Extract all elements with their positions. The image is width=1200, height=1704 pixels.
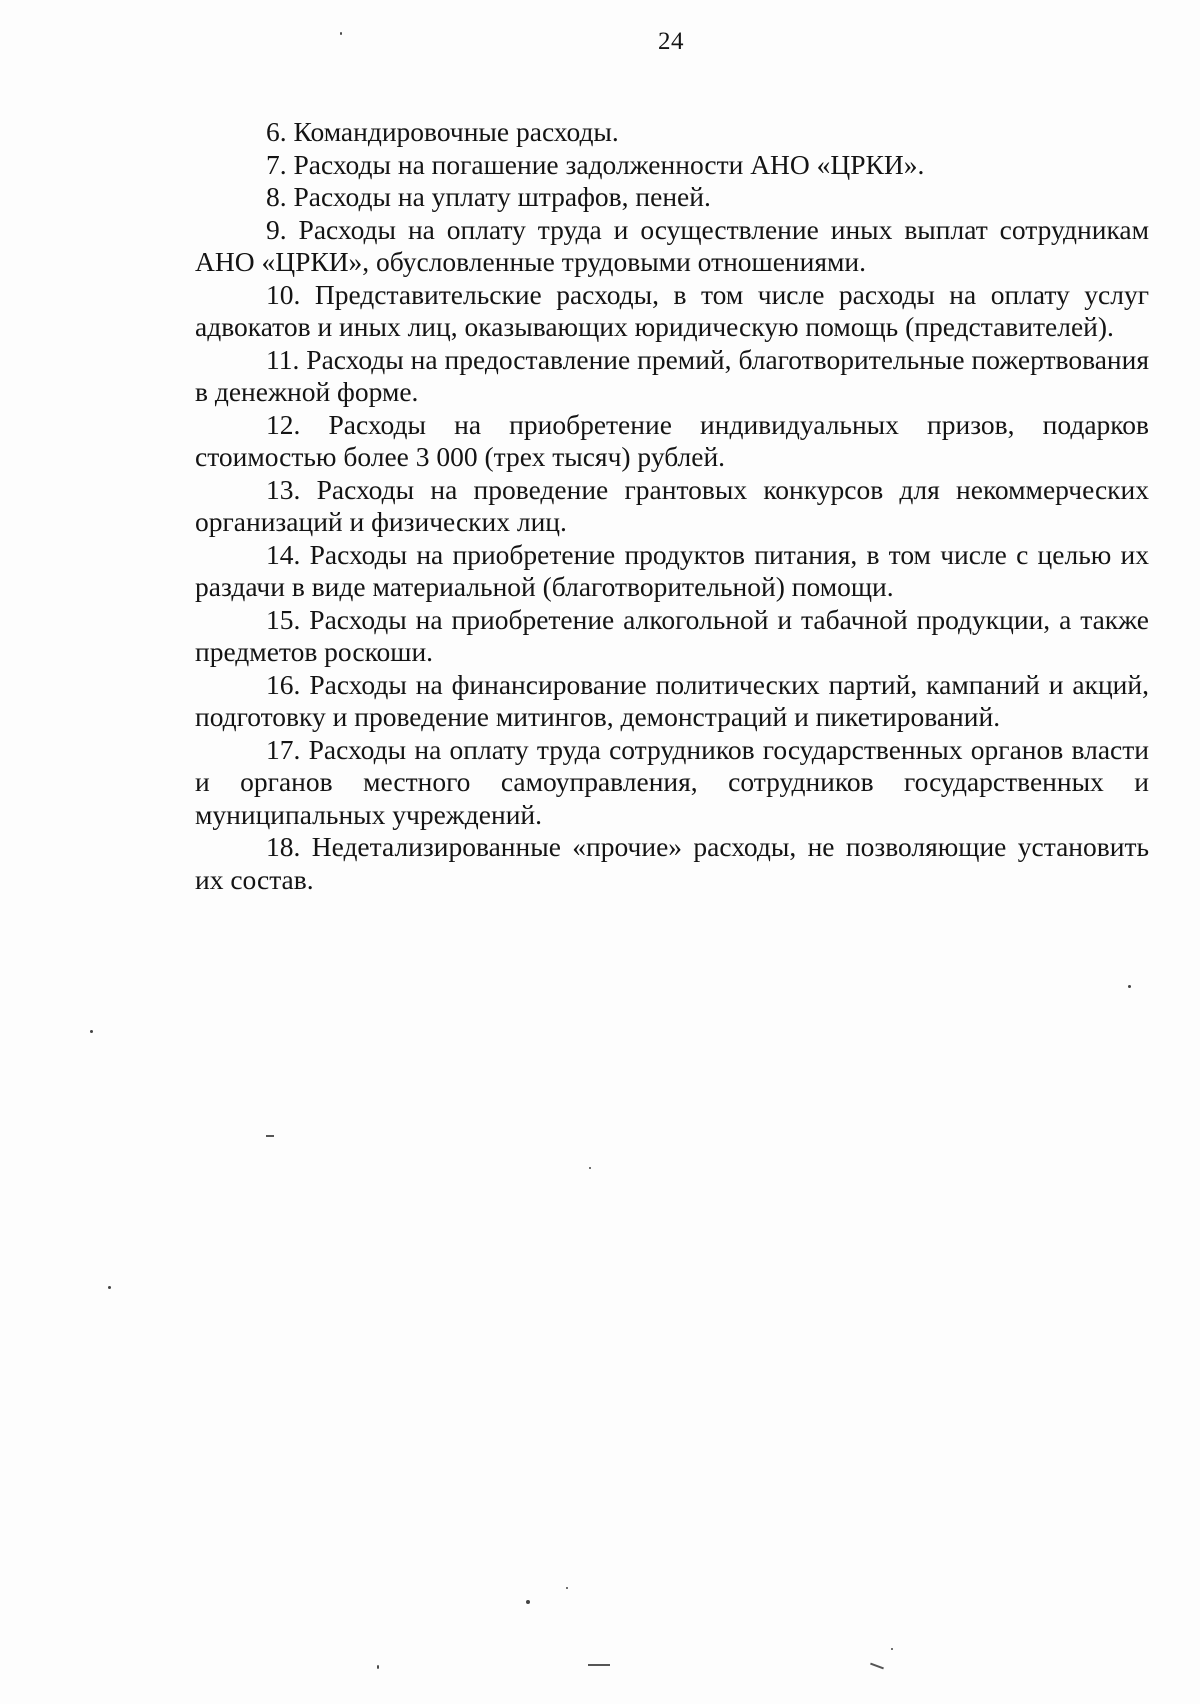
page-number: 24 [658,28,684,55]
scan-speck [1128,985,1131,988]
scan-speck [90,1030,93,1033]
scan-speck [589,1167,591,1169]
list-item: 13. Расходы на проведение грантовых конкурсов для некоммерческих организаций и физических лиц. [195,473,1149,537]
list-item: 12. Расходы на приобретение индивидуальных призов, подарков стоимостью более 3 000 (трех тысяч) рублей. [195,408,1149,472]
scan-speck [526,1600,530,1604]
list-item: 6. Командировочные расходы. [266,116,619,147]
scan-speck [377,1665,379,1669]
list-item: 10. Представительские расходы, в том числе расходы на оплату услуг адвокатов и иных лиц, оказывающих юридическую помощь (представителей). [195,278,1149,342]
list-item: 16. Расходы на финансирование политических партий, кампаний и акций, подготовку и проведение митингов, демонстраций и пикетирований. [195,668,1149,732]
scan-speck [588,1664,610,1666]
scan-speck [108,1286,111,1289]
scan-speck [891,1648,893,1650]
list-item: 11. Расходы на предоставление премий, благотворительные пожертвования в денежной форме. [195,343,1149,407]
scan-speck [340,32,342,35]
scan-speck [566,1587,568,1589]
list-item: 8. Расходы на уплату штрафов, пеней. [266,181,711,212]
list-item: 7. Расходы на погашение задолженности АНО «ЦРКИ». [266,148,925,180]
list-item: 17. Расходы на оплату труда сотрудников государственных органов власти и органов местного самоуправления, сотрудников государственных и муниципальных учреждений. [195,733,1149,830]
scan-speck [266,1135,274,1137]
list-item: 14. Расходы на приобретение продуктов питания, в том числе с целью их раздачи в виде материальной (благотворительной) помощи. [195,538,1149,602]
list-item: 15. Расходы на приобретение алкогольной и табачной продукции, а также предметов роскоши. [195,603,1149,667]
list-item: 18. Недетализированные «прочие» расходы, не позволяющие установить их состав. [195,831,1149,895]
expense-list [195,116,1149,896]
scan-speck [870,1663,884,1670]
list-item: 9. Расходы на оплату труда и осуществление иных выплат сотрудникам АНО «ЦРКИ», обусловленные трудовыми отношениями. [195,213,1149,277]
